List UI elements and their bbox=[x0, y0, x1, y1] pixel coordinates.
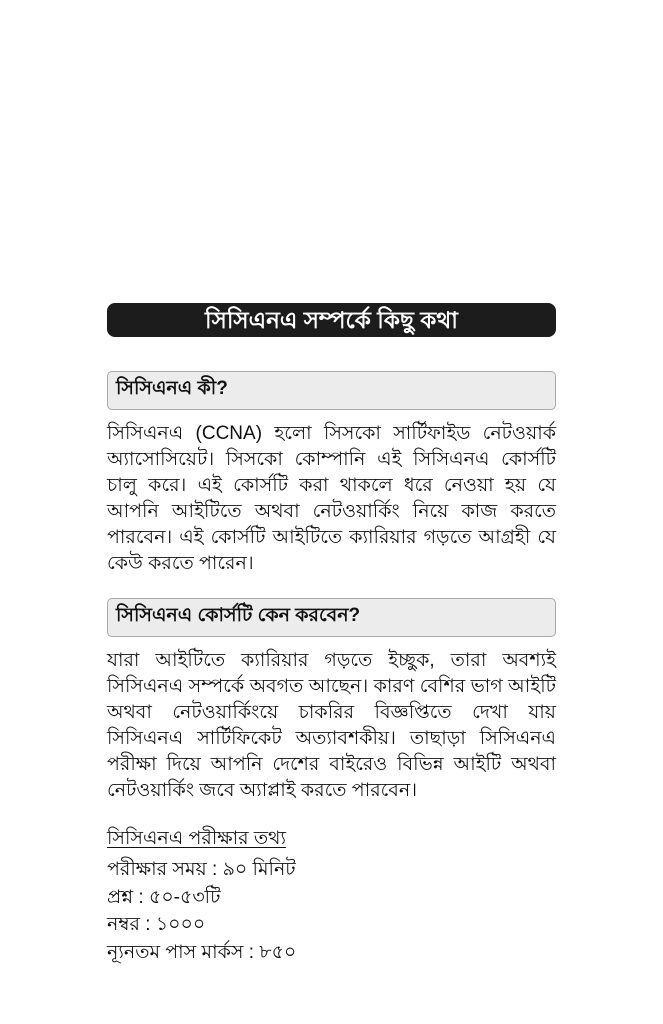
exam-info-heading: সিসিএনএ পরীক্ষার তথ্য bbox=[107, 828, 286, 849]
section-body-what-is-ccna: সিসিএনএ (CCNA) হলো সিসকো সার্টিফাইড নেটওয়ার্ক অ্যাসোসিয়েট। সিসকো কোম্পানি এই সিসিএনএ কোর্সটি চালু করে। এই কোর্সটি করা থাকলে ধরে নেওয়া হয় যে আপনি আইটিতে অথবা নেটওয়ার্কিং নিয়ে কাজ করতে পারবেন। এই কোর্সটি আইটিতে ক্যারিয়ার গড়তে আগ্রহী যে কেউ করতে পারেন। bbox=[107, 423, 556, 574]
section-heading-what-is-ccna: সিসিএনএ কী? bbox=[107, 371, 556, 410]
section-why-take-ccna bbox=[107, 598, 556, 804]
section-what-is-ccna bbox=[107, 371, 556, 577]
exam-info-value: ১০০০ bbox=[155, 914, 206, 935]
section-heading-why-take-ccna: সিসিএনএ কোর্সটি কেন করবেন? bbox=[107, 598, 556, 637]
exam-info-label: পরীক্ষার সময় bbox=[107, 859, 207, 880]
exam-info-label: ন্যূনতম পাস মার্কস bbox=[107, 941, 244, 963]
exam-info-row-marks bbox=[107, 911, 556, 939]
label-value-separator: : bbox=[139, 914, 156, 935]
exam-info-row-questions bbox=[107, 884, 556, 912]
exam-info-label: নম্বর bbox=[107, 914, 140, 935]
section-body-why-take-ccna: যারা আইটিতে ক্যারিয়ার গড়তে ইচ্ছুক, তারা অবশ্যই সিসিএনএ সম্পর্কে অবগত আছেন। কারণ বেশির ভাগ আইটি অথবা নেটওয়ার্কিংয়ে চাকরির বিজ্ঞপ্তিতে দেখা যায় সিসিএনএ সার্টিফিকেট অত্যাবশকীয়। তাছাড়া সিসিএনএ পরীক্ষা দিয়ে আপনি দেশের বাইরেও বিভিন্ন আইটি অথবা নেটওয়ার্কিং জবে অ্যাপ্লাই করতে পারবেন। bbox=[107, 650, 556, 801]
label-value-separator: : bbox=[133, 886, 149, 908]
label-value-separator: : bbox=[206, 859, 223, 880]
exam-info-value: ৮৫০ bbox=[259, 941, 297, 963]
exam-info-row-time bbox=[107, 856, 556, 884]
content-column bbox=[107, 0, 556, 966]
exam-info-value: ৯০ মিনিট bbox=[222, 859, 296, 880]
exam-info-label: প্রশ্ন bbox=[107, 886, 134, 908]
exam-info-row-pass-marks bbox=[107, 939, 556, 967]
label-value-separator: : bbox=[243, 941, 260, 963]
page-title-banner: সিসিএনএ সম্পর্কে কিছু কথা bbox=[107, 303, 556, 337]
exam-info-block bbox=[107, 825, 556, 966]
exam-info-value: ৫০-৫৩টি bbox=[148, 886, 221, 908]
